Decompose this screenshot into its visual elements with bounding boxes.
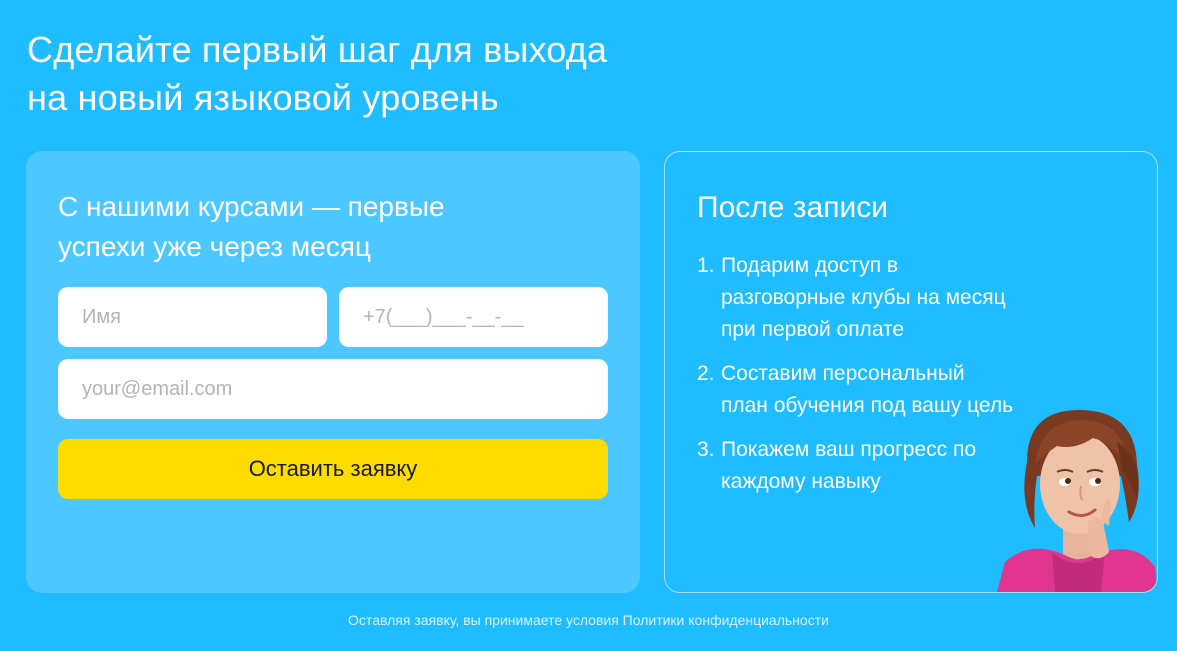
step-number: 2. bbox=[697, 362, 715, 385]
step-text: Покажем ваш прогресс по каждому навыку bbox=[721, 438, 977, 493]
steps-list bbox=[697, 250, 1017, 510]
step-text: Составим персональный план обучения под вашу цель bbox=[721, 362, 1014, 417]
step-number: 1. bbox=[697, 254, 715, 277]
email-input[interactable] bbox=[58, 359, 608, 419]
phone-input[interactable] bbox=[339, 287, 608, 347]
step-number: 3. bbox=[697, 438, 715, 461]
step-text: Подарим доступ в разговорные клубы на месяц при первой оплате bbox=[721, 254, 1006, 341]
step-item bbox=[697, 434, 1017, 498]
submit-application-button[interactable]: Оставить заявку bbox=[58, 439, 608, 499]
form-title: С нашими курсами — первые успехи уже через месяц bbox=[58, 191, 445, 262]
name-input[interactable] bbox=[58, 287, 327, 347]
step-item bbox=[697, 358, 1017, 422]
info-title: После записи bbox=[697, 191, 888, 224]
after-signup-card bbox=[664, 151, 1158, 593]
privacy-policy-note: Оставляя заявку, вы принимаете условия Политики конфиденциальности bbox=[348, 612, 829, 628]
page-headline: Сделайте первый шаг для выхода на новый языковой уровень bbox=[27, 29, 608, 118]
step-item bbox=[697, 250, 1017, 346]
signup-form-card bbox=[26, 151, 640, 593]
woman-thinking-avatar bbox=[997, 402, 1157, 592]
